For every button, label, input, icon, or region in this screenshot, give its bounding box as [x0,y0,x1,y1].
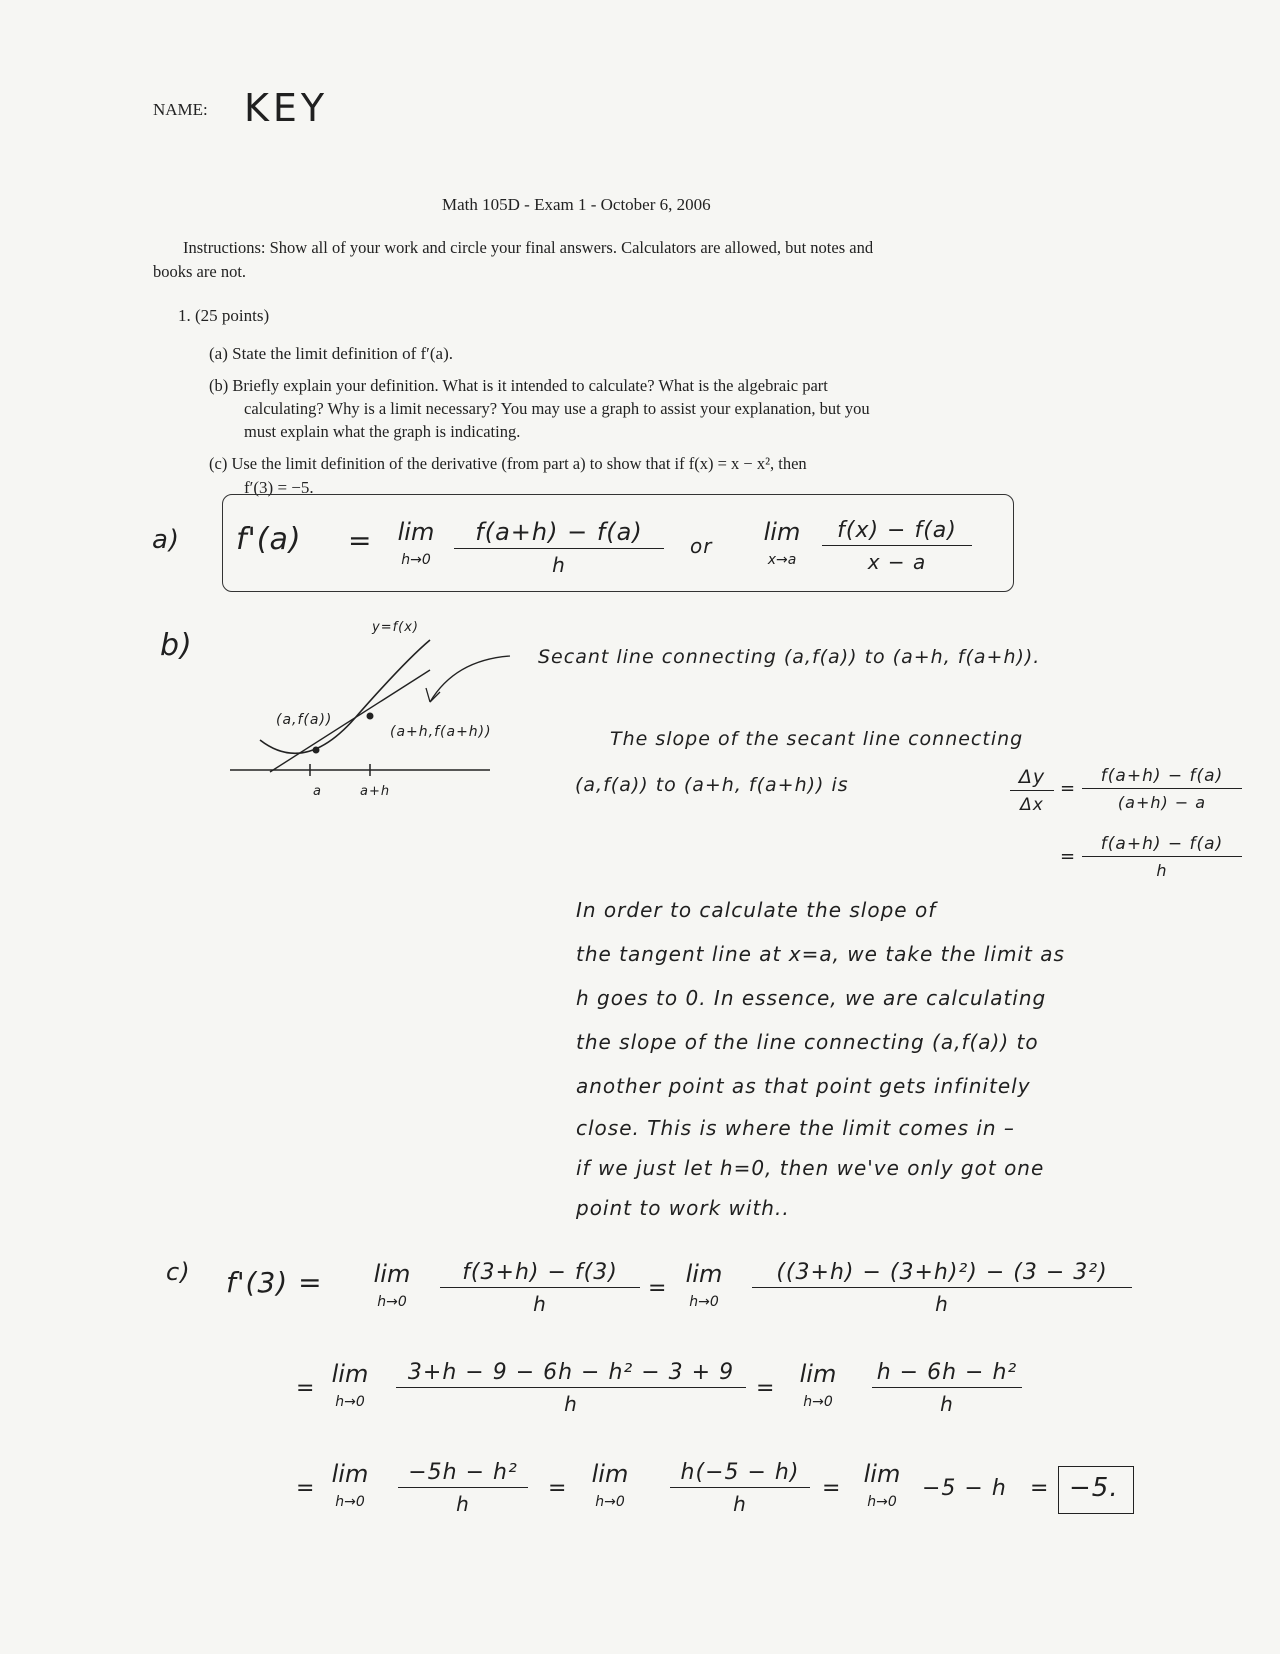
graph-point1-label: (a,f(a)) [276,712,333,728]
step5-eq: = [296,1476,316,1501]
instructions-line1: Instructions: Show all of your work and circle your final answers. Calculators are allowed, but notes and [183,238,874,257]
graph-tick1-label: a [313,784,322,799]
explanation-line4: the slope of the line connecting (a,f(a)) to [576,1030,1039,1054]
problem-part-c-line2: f′(3) = −5. [244,478,314,497]
step6-lim: lim h→0 [591,1460,629,1510]
step2-fraction: $\frac{\text{((3+h) − (3+h)²) − (3 − 3²)}}{h}$ [752,1260,1132,1316]
answer-a-lhs: f'(a) [236,522,302,557]
slope-line2: (a,f(a)) to (a+h, f(a+h)) is [575,774,849,796]
dy-dx-fraction: $\frac{\Delta y}{\Delta x}$ [1010,766,1054,815]
step5-lim: lim h→0 [331,1460,369,1510]
final-answer-box [1058,1466,1134,1514]
step5-fraction: $\frac{\text{−5h − h²}}{h}$ [398,1460,528,1516]
explanation-line1: In order to calculate the slope of [576,898,937,922]
exam-title: Math 105D - Exam 1 - October 6, 2006 [442,195,711,214]
slope-fraction1: $\frac{f(a+h) - f(a)}{(a+h) - a}$ [1082,766,1242,812]
step3-eq: = [296,1376,316,1401]
step4-fraction: $\frac{\text{h − 6h − h²}}{h}$ [872,1360,1022,1416]
explanation-line5: another point as that point gets infinitely [576,1074,1031,1098]
slope-line1: The slope of the secant line connecting [610,728,1024,750]
answer-a-fraction1: f(a+h) − f(a) h [454,518,664,577]
step7-eq: = [822,1476,842,1501]
final-answer: −5. [1069,1473,1119,1503]
graph-arrow [430,656,510,702]
explanation-line2: the tangent line at x=a, we take the limit as [576,942,1065,966]
problem-part-a: (a) State the limit definition of f′(a). [209,344,454,363]
name-label: NAME: [153,100,208,119]
problem-part-b-line2: calculating? Why is a limit necessary? You may use a graph to assist your explanation, but you [244,399,870,418]
problem-part-b-line3: must explain what the graph is indicating. [244,422,521,441]
step3-lim: lim h→0 [331,1360,369,1410]
answer-a-lim: lim h→0 [397,518,435,568]
step1-lim: lim h→0 [373,1260,411,1310]
slope-fraction2: $\frac{f(a+h) - f(a)}{h}$ [1082,834,1242,880]
answer-b-label: b) [160,628,193,663]
step1-eq: = [648,1276,668,1301]
step1-fraction: $\frac{f(3+h) - f(3)}{h}$ [440,1260,640,1316]
step4-lim: lim h→0 [799,1360,837,1410]
answer-a-eq: = [348,524,373,557]
answer-c-lhs: f'(3) = [226,1266,323,1299]
answer-a-fraction2: $\frac{f(x) - f(a)}{x - a}$ [822,518,972,574]
answer-a-lim2: lim x→a [763,518,801,568]
graph-point-a-plus-h [367,713,374,720]
instructions-line2: books are not. [153,262,247,281]
answer-a-label: a) [152,525,181,555]
step6-fraction: $\frac{h(-5 - h)}{h}$ [670,1460,810,1516]
graph-point-a [313,747,320,754]
name-value: KEY [244,86,329,130]
explanation-line6: close. This is where the limit comes in – [576,1116,1015,1140]
graph-tick2-label: a+h [360,784,391,799]
problem-part-b-line1: (b) Briefly explain your definition. What is it intended to calculate? What is the algebraic part [209,376,828,395]
problem-heading: 1. (25 points) [178,306,270,325]
final-eq: = [1030,1476,1050,1501]
answer-a-or: or [690,534,713,558]
slope-eq2: = [1060,846,1077,867]
slope-eq1: = [1060,778,1077,799]
explanation-line7: if we just let h=0, then we've only got one [576,1156,1045,1180]
secant-note: Secant line connecting (a,f(a)) to (a+h, f(a+h)). [538,646,1041,668]
step4-eq: = [756,1376,776,1401]
problem-part-c-line1: (c) Use the limit definition of the derivative (from part a) to show that if f(x) = x − x², then [209,454,807,473]
graph-point2-label: (a+h,f(a+h)) [390,724,492,740]
step7-expression: −5 − h [922,1476,1007,1501]
step7-lim: lim h→0 [863,1460,901,1510]
step6-eq: = [548,1476,568,1501]
graph-curve-label: y=f(x) [372,620,419,635]
answer-c-label: c) [166,1258,191,1286]
explanation-line3: h goes to 0. In essence, we are calculating [576,986,1047,1010]
step2-lim: lim h→0 [685,1260,723,1310]
step3-fraction: $\frac{\text{3+h − 9 − 6h − h² − 3 + 9}}{h}$ [396,1360,746,1416]
explanation-line8: point to work with.. [576,1196,790,1220]
